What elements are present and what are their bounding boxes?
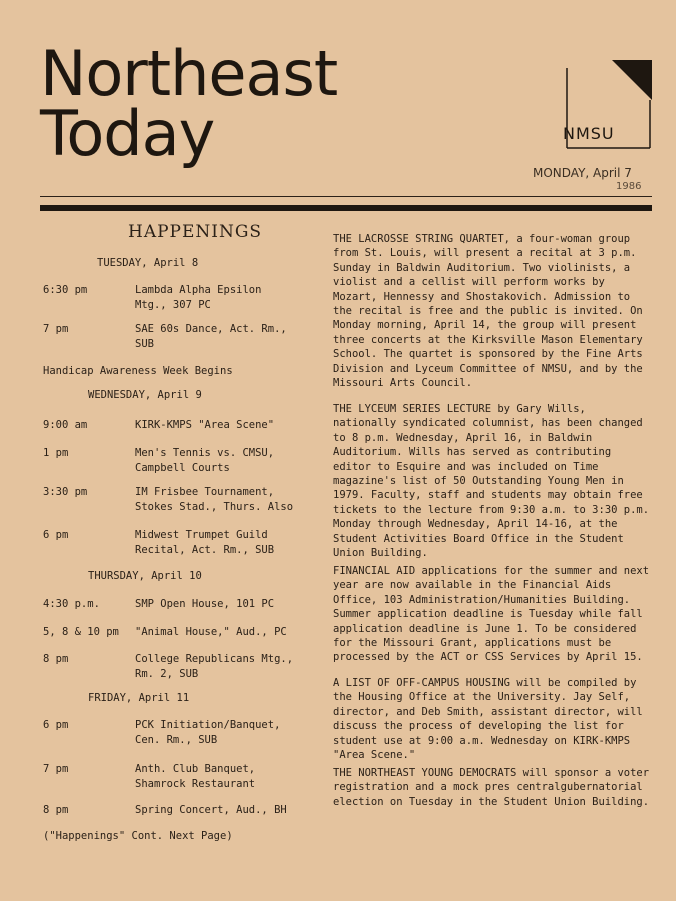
event-description: Anth. Club Banquet, Shamrock Restaurant [135,763,256,790]
day-heading: WEDNESDAY, April 9 [88,389,202,401]
article-off-campus-housing: A LIST OF OFF-CAMPUS HOUSING will be compiled by the Housing Office at the University. Jay Self, director, and Deb Smith, assistant director, will discuss the process of developing the list for student use at 9:00 a.m. Wednesday on KIRK-KMPS "Area Scene." [333,677,643,762]
event-description: Men's Tennis vs. CMSU, Campbell Courts [135,447,275,474]
event-description: IM Frisbee Tournament, Stokes Stad., Thurs. Also [135,486,294,513]
day-heading: TUESDAY, April 8 [97,257,199,269]
event-time: 8 pm [43,653,69,665]
divider-thin [40,196,652,197]
logo-text: NMSU [563,124,615,143]
event-time: 6 pm [43,529,69,541]
day-heading: FRIDAY, April 11 [88,692,190,704]
event-description: SMP Open House, 101 PC [135,598,275,610]
event-description: Lambda Alpha Epsilon Mtg., 307 PC [135,284,262,311]
event-time: 1 pm [43,447,69,459]
continued-note: ("Happenings" Cont. Next Page) [43,830,233,842]
event-time: 7 pm [43,323,69,335]
article-lyceum-lecture: THE LYCEUM SERIES LECTURE by Gary Wills, nationally syndicated columnist, has been changed to 8 p.m. Wednesday, April 16, in Baldwin Auditorium. Wills has served as contributing editor to Esquire and was included on Time magazine's list of 50 Outstanding Young Men in 1979. Faculty, staff and students may obtain free tickets to the lecture from 9:30 a.m. to 3:30 p.m. Monday through Wednesday, April 14-16, at the Student Activities Board Office in the Student Union Building. [333,403,650,560]
event-description: Midwest Trumpet Guild Recital, Act. Rm., SUB [135,529,275,556]
happenings-heading: HAPPENINGS [128,222,263,242]
article-financial-aid: FINANCIAL AID applications for the summer and next year are now available in the Financial Aids Office, 103 Administration/Humanities Building. Summer application deadline is Tuesday while fall application deadline is June 1. To be considered for the Missouri Grant, applications must be processed by the ACT or CSS Services by April 15. [333,565,650,664]
event-time: 3:30 pm [43,486,88,498]
week-note: Handicap Awareness Week Begins [43,365,233,377]
event-time: 8 pm [43,804,69,816]
event-description: "Animal House," Aud., PC [135,626,287,638]
issue-year: 1986 [616,181,642,192]
event-description: PCK Initiation/Banquet, Cen. Rm., SUB [135,719,281,746]
issue-date: MONDAY, April 7 [533,166,632,180]
event-time: 5, 8 & 10 pm [43,626,119,638]
divider-thick [40,205,652,211]
event-description: KIRK-KMPS "Area Scene" [135,419,275,431]
event-description: SAE 60s Dance, Act. Rm., SUB [135,323,287,350]
newsletter-title [40,37,338,170]
day-heading: THURSDAY, April 10 [88,570,202,582]
event-description: Spring Concert, Aud., BH [135,804,287,816]
title-line-1: Northeast [40,37,338,110]
article-quartet: THE LACROSSE STRING QUARTET, a four-woman group from St. Louis, will present a recital at 3 p.m. Sunday in Baldwin Auditorium. Two violinists, a violist and a cellist will perform works by Mozart, Hennessy and Shostakovich. Admission to the recital is free and the public is invited. On Monday morning, April 14, the group will present three concerts at the Kirksville Mason Elementary School. The quartet is sponsored by the Fine Arts Division and Lyceum Committee of NMSU, and by the Missouri Arts Council. [333,233,643,390]
event-time: 6 pm [43,719,69,731]
event-description: College Republicans Mtg., Rm. 2, SUB [135,653,294,680]
event-time: 9:00 am [43,419,88,431]
event-time: 6:30 pm [43,284,88,296]
article-young-democrats: THE NORTHEAST YOUNG DEMOCRATS will sponsor a voter registration and a mock pres centralgubernatorial election on Tuesday in the Student Union Building. [333,767,650,808]
event-time: 7 pm [43,763,69,775]
event-time: 4:30 p.m. [43,598,100,610]
title-line-2: Today [40,97,215,170]
